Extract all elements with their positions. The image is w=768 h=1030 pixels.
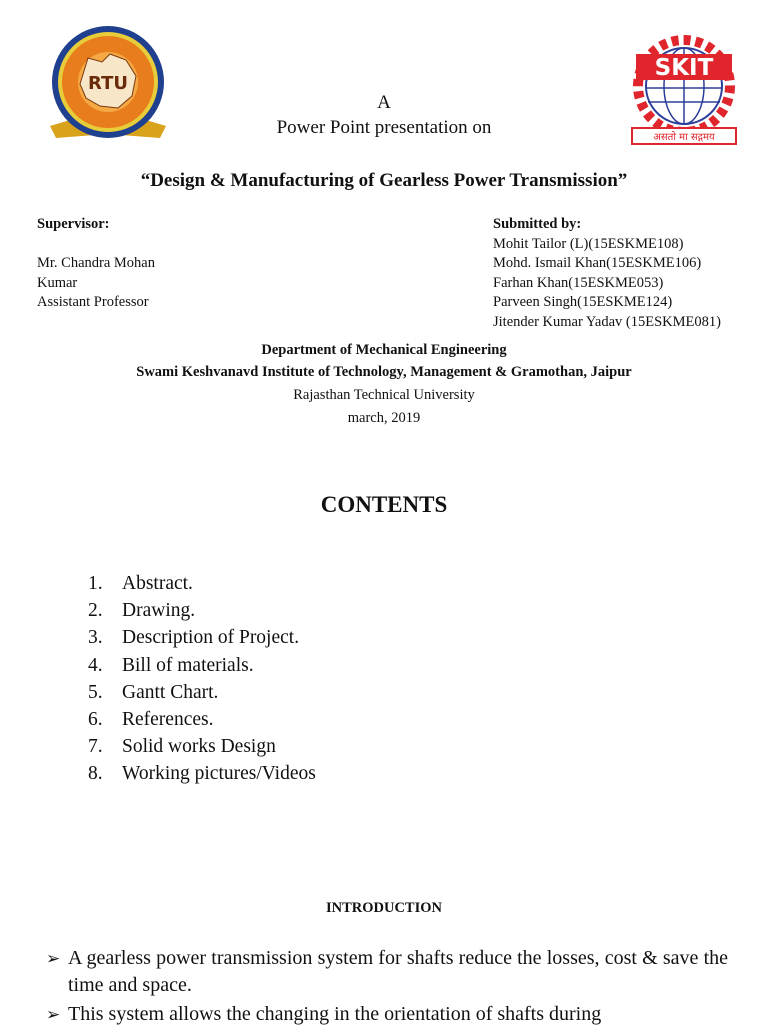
skit-motto: असतो मा सद्गमय (653, 132, 715, 143)
introduction-heading: INTRODUCTION (325, 900, 442, 916)
student-name: Parveen Singh(15ESKME124) (493, 294, 673, 310)
submitted-block (493, 215, 763, 332)
list-item: 6. References. (88, 709, 214, 731)
list-item: 3. Description of Project. (88, 627, 300, 649)
university: Rajasthan Technical University (293, 387, 475, 403)
list-item: 8. Working pictures/Videos (88, 763, 316, 785)
list-item: 7. Solid works Design (88, 736, 276, 758)
student-name: Jitender Kumar Yadav (15ESKME081) (493, 313, 721, 330)
list-item: 5. Gantt Chart. (88, 681, 219, 703)
college: Swami Keshvanavd Institute of Technology, Management & Gramothan, Jaipur (136, 364, 632, 380)
supervisor-name-line2: Kumar (37, 274, 78, 291)
department: Department of Mechanical Engineering (261, 342, 507, 358)
rtu-logo-text: RTU (88, 73, 128, 94)
list-item: 4. Bill of materials. (88, 654, 254, 676)
list-item: 2. Drawing. (88, 600, 196, 622)
introduction-list (44, 945, 728, 1030)
contents-list (88, 570, 316, 788)
header-line-a: A (377, 92, 391, 113)
submitted-label: Submitted by: (493, 216, 582, 232)
skit-logo-text: SKIT (654, 55, 714, 81)
arrow-bullet-icon: ➢ (46, 949, 61, 968)
presentation-title: “Design & Manufacturing of Gearless Power Transmission” (140, 170, 628, 191)
student-name: Mohit Tailor (L)(15ESKME108) (493, 235, 684, 252)
student-name: Farhan Khan(15ESKME053) (493, 274, 664, 291)
list-item: ➢ A gearless power transmission system for shafts reduce the losses, cost & save the time and space. (46, 947, 728, 996)
supervisor-label: Supervisor: (37, 216, 110, 232)
supervisor-name-line1: Mr. Chandra Mohan (37, 255, 155, 271)
date: march, 2019 (347, 410, 421, 426)
supervisor-designation: Assistant Professor (37, 294, 149, 310)
supervisor-block (37, 215, 297, 313)
list-item: ➢ This system allows the changing in the orientation of shafts during (44, 1001, 728, 1028)
list-item: 1. Abstract. (88, 573, 193, 594)
student-name: Mohd. Ismail Khan(15ESKME106) (493, 255, 702, 271)
header-line-ppt: Power Point presentation on (276, 117, 492, 138)
arrow-bullet-icon: ➢ (46, 1005, 61, 1024)
contents-heading: CONTENTS (320, 492, 448, 517)
